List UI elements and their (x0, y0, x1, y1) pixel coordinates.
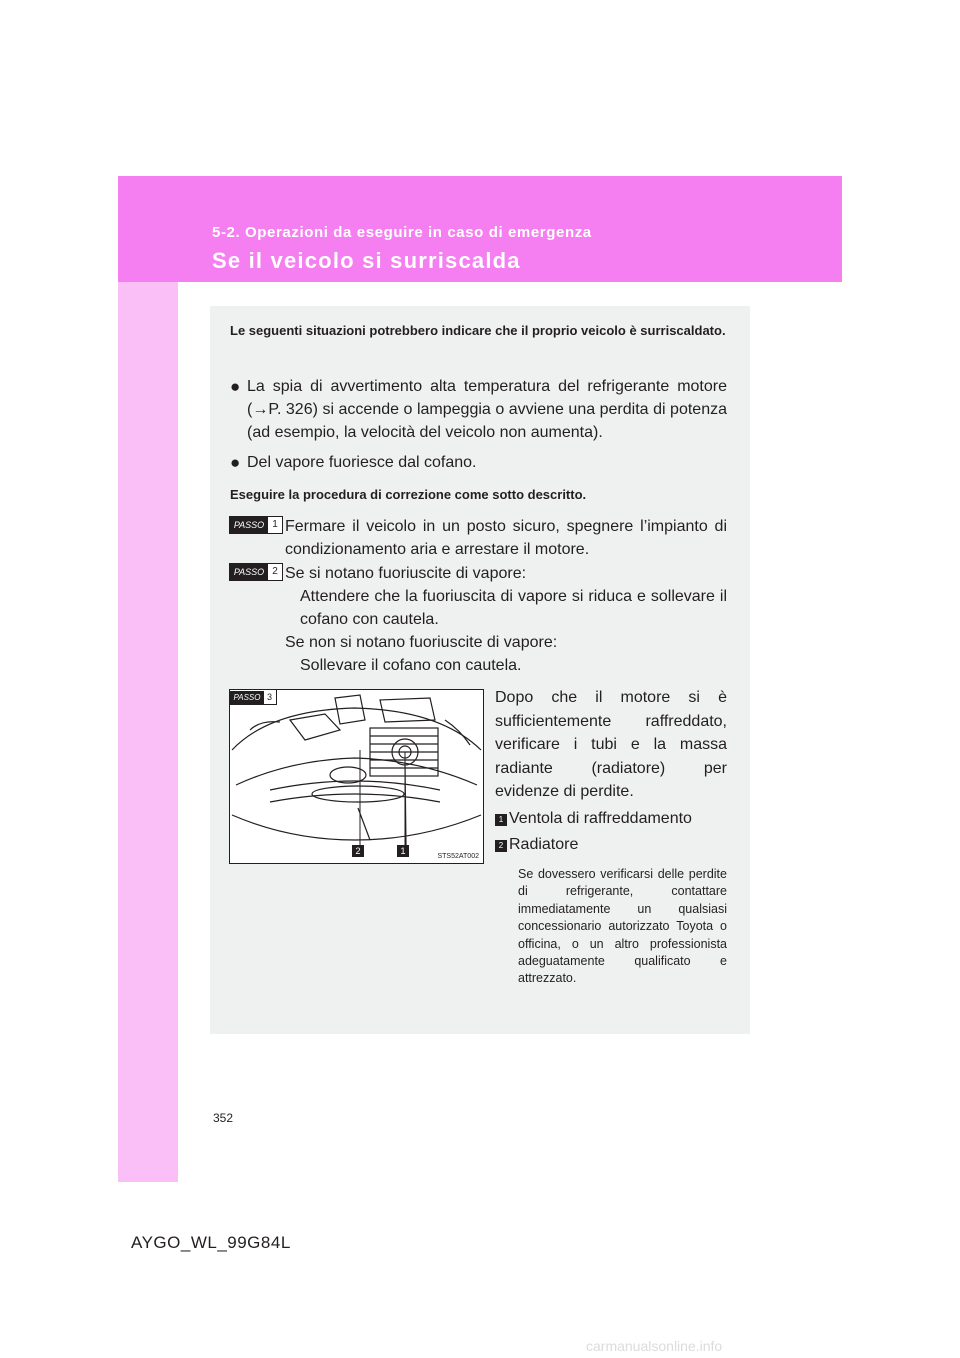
engine-bay-drawing (230, 690, 483, 863)
step-badge (229, 516, 283, 534)
instruction-text: Eseguire la procedura di correzione come sotto descritto. (230, 487, 587, 502)
step-badge (230, 690, 277, 705)
intro-text: Le seguenti situazioni potrebbero indicare che il proprio veicolo è surriscaldato. (230, 323, 726, 338)
step-case-heading: Se si notano fuoriuscite di vapore: (285, 565, 527, 582)
engine-bay-illustration (229, 689, 484, 864)
legend-label: Ventola di raffreddamento (509, 810, 692, 827)
step-text: Dopo che il motore si è sufficientemente raffreddato, verificare i tubi e la massa radiante (radiatore) per evidenze di perdite. (495, 689, 727, 800)
legend-number: 2 (495, 840, 507, 852)
document-code: AYGO_WL_99G84L (131, 1233, 291, 1252)
bullet-item (230, 451, 727, 474)
section-label: 5-2. Operazioni da eseguire in caso di emergenza (212, 224, 592, 241)
bullet-dot: ● (230, 453, 241, 472)
callout-label: 1 (400, 846, 406, 856)
step-case-action: Attendere che la fuoriuscita di vapore si riduca e sollevare il cofano con cautela. (300, 588, 727, 628)
step-badge-label: PASSO (230, 564, 268, 580)
page-number: 352 (213, 1111, 234, 1125)
step-case-heading: Se non si notano fuoriuscite di vapore: (285, 634, 558, 651)
figure-code: STS52AT002 (437, 853, 479, 860)
legend-number: 1 (495, 814, 507, 826)
legend-item (495, 835, 578, 855)
bullet-text: Del vapore fuoriesce dal cofano. (247, 454, 477, 471)
bullet-text: La spia di avvertimento alta temperatura del refrigerante motore (→P. 326) si accende o lampeggia o avviene una perdita di potenza (ad esempio, la velocità del veicolo non aumenta). (247, 378, 727, 441)
watermark: carmanualsonline.info (586, 1338, 723, 1354)
step-badge-label: PASSO (230, 517, 268, 533)
step-case-action: Sollevare il cofano con cautela. (300, 657, 522, 674)
callout-label: 2 (355, 846, 361, 856)
step-badge (229, 563, 283, 581)
side-tab (118, 282, 178, 1182)
page-title: Se il veicolo si surriscalda (212, 248, 521, 273)
step-badge-label: PASSO (230, 691, 264, 705)
step-badge-number: 2 (272, 566, 278, 577)
legend-item (495, 809, 692, 829)
step-badge-number: 3 (266, 692, 272, 702)
legend-label: Radiatore (509, 836, 579, 853)
note-text: Se dovessero verificarsi delle perdite di refrigerante, contattare immediatamente un qualsiasi concessionario autorizzato Toyota o officina, o un altro professionista adeguatamente qualificato e attrezzato. (518, 867, 727, 986)
bullet-item (230, 375, 727, 444)
bullet-dot: ● (230, 377, 241, 396)
step-text: Fermare il veicolo in un posto sicuro, spegnere l’impianto di condizionamento aria e arrestare il motore. (285, 518, 727, 558)
step-badge-number: 1 (272, 519, 278, 530)
